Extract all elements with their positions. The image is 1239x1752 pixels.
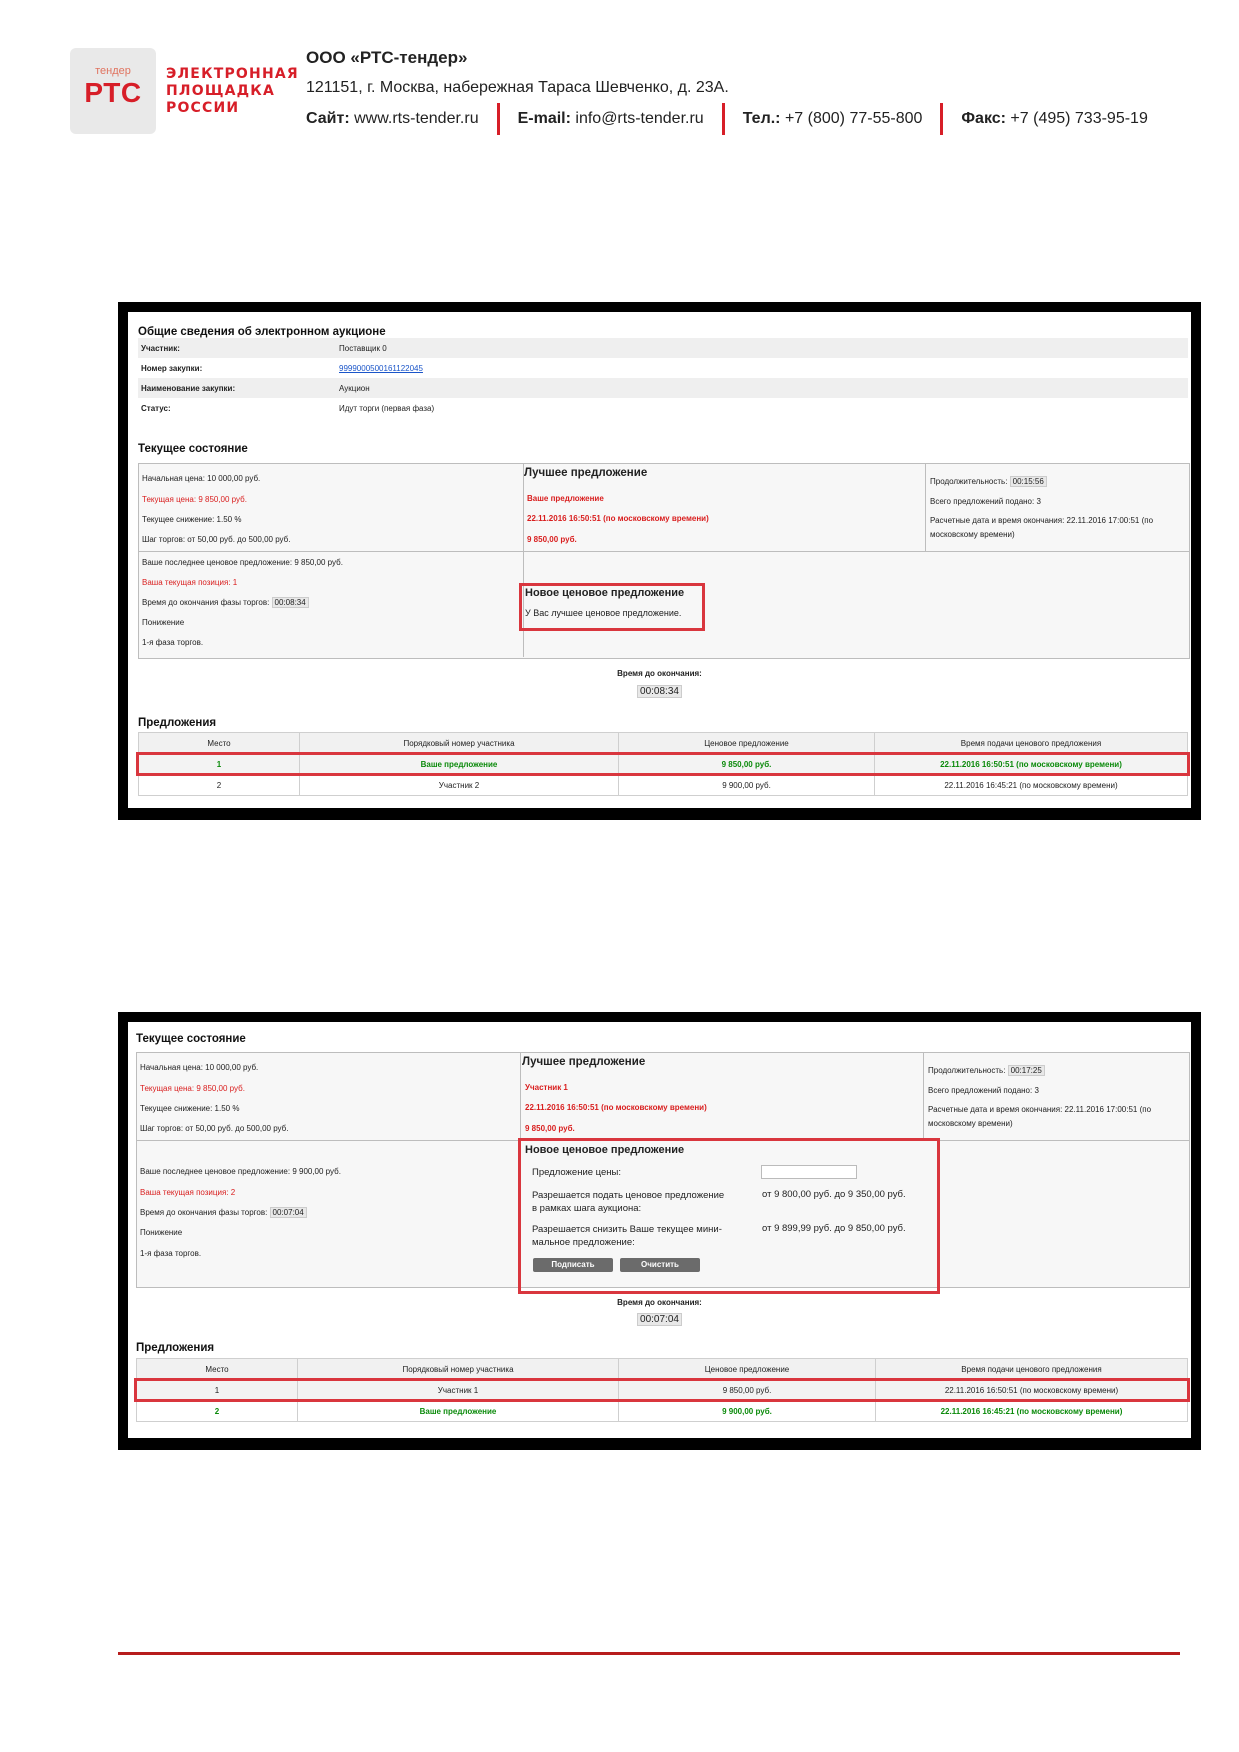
current-position: Ваша текущая позиция: 1 [142, 578, 238, 587]
current-price: Текущая цена: 9 850,00 руб. [140, 1084, 245, 1093]
site-link[interactable]: www.rts-tender.ru [354, 110, 479, 127]
contact-separator [722, 103, 725, 135]
fax-value: +7 (495) 733-95-19 [1010, 110, 1148, 127]
table-cell: Ваше предложение [298, 1401, 619, 1422]
table-cell: 1 [139, 754, 300, 775]
info-label: Номер закупки: [141, 363, 203, 373]
duration-value: 00:15:56 [1010, 476, 1047, 487]
allowed-step-line-1: Разрешается подать ценовое предложение [532, 1190, 725, 1201]
duration-value: 00:17:25 [1008, 1065, 1045, 1076]
info-label: Статус: [141, 403, 171, 413]
general-info-title: Общие сведения об электронном аукционе [138, 326, 386, 338]
row-highlight [136, 752, 1190, 776]
phase-time-label: Время до окончания фазы торгов: [142, 598, 270, 607]
logo-line-3: РОССИИ [166, 100, 240, 116]
screenshot-1-body [128, 312, 1191, 808]
allowed-decrease-label [532, 1223, 722, 1249]
end-time-line-2: московскому времени) [928, 1119, 1013, 1128]
info-value: Поставщик 0 [339, 343, 387, 353]
bid-step: Шаг торгов: от 50,00 руб. до 500,00 руб. [142, 535, 291, 544]
current-price: Текущая цена: 9 850,00 руб. [142, 495, 247, 504]
footer-divider [118, 1652, 1180, 1655]
phase-time-label: Время до окончания фазы торгов: [140, 1208, 268, 1217]
countdown-label: Время до окончания: [617, 1298, 702, 1307]
info-label: Участник: [141, 343, 180, 353]
phase-time-value: 00:08:34 [272, 597, 309, 608]
auction-phase: 1-я фаза торгов. [142, 638, 204, 647]
email-link[interactable]: info@rts-tender.ru [575, 110, 704, 127]
table-cell: 22.11.2016 16:45:21 (по московскому времени) [875, 775, 1188, 796]
info-row [138, 358, 1188, 378]
last-offer: Ваше последнее ценовое предложение: 9 850,00 руб. [142, 558, 343, 567]
table-cell: 1 [137, 1380, 298, 1401]
phase-time [142, 598, 309, 607]
allowed-step-range: от 9 800,00 руб. до 9 350,00 руб. [762, 1189, 906, 1200]
phase-time-value: 00:07:04 [270, 1207, 307, 1218]
new-offer-title: Новое ценовое предложение [525, 587, 685, 599]
table-cell: Ваше предложение [300, 754, 619, 775]
best-offer-time: 22.11.2016 16:50:51 (по московскому времени) [527, 514, 709, 523]
bid-step: Шаг торгов: от 50,00 руб. до 500,00 руб. [140, 1124, 289, 1133]
contact-separator [940, 103, 943, 135]
info-value: Идут торги (первая фаза) [339, 403, 435, 413]
best-offer-time: 22.11.2016 16:50:51 (по московскому времени) [525, 1103, 707, 1112]
best-offer-price: 9 850,00 руб. [527, 535, 577, 544]
start-price: Начальная цена: 10 000,00 руб. [142, 474, 261, 483]
table-cell: 9 900,00 руб. [619, 775, 875, 796]
phase-time [140, 1208, 307, 1217]
current-state-title: Текущее состояние [136, 1033, 246, 1045]
current-drop: Текущее снижение: 1.50 % [140, 1104, 240, 1113]
price-input[interactable] [761, 1165, 857, 1179]
auction-mode: Понижение [142, 618, 185, 627]
fax-label: Факс: [961, 110, 1006, 127]
duration [930, 477, 1047, 486]
logo-line-1: ЭЛЕКТРОННАЯ [166, 66, 299, 82]
logo-big-text: РТС [84, 77, 142, 108]
logo-line-2: ПЛОЩАДКА [166, 83, 275, 99]
divider [925, 463, 926, 551]
column-header: Ценовое предложение [619, 1359, 876, 1380]
best-offer-who: Участник 1 [525, 1083, 568, 1092]
sign-button[interactable]: Подписать [533, 1258, 613, 1272]
info-row [138, 338, 1188, 358]
divider [923, 1052, 924, 1140]
purchase-number-link[interactable]: 9999000500161122045 [339, 363, 423, 373]
auction-phase: 1-я фаза торгов. [140, 1249, 202, 1258]
org-name: ООО «РТС-тендер» [306, 48, 468, 67]
countdown-value: 00:07:04 [637, 1313, 682, 1326]
allowed-step-label [532, 1189, 724, 1215]
total-offers: Всего предложений подано: 3 [928, 1086, 1039, 1095]
end-time-line-2: московскому времени) [930, 530, 1015, 539]
table-cell: 22.11.2016 16:45:21 (по московскому времени) [876, 1401, 1188, 1422]
auction-screenshot-2 [118, 1012, 1201, 1450]
current-drop: Текущее снижение: 1.50 % [142, 515, 242, 524]
info-row [138, 378, 1188, 398]
logo-tagline [166, 66, 299, 117]
info-label: Наименование закупки: [141, 383, 236, 393]
best-offer-who: Ваше предложение [527, 494, 604, 503]
logo-small-text: тендер [95, 65, 131, 77]
column-header: Время подачи ценового предложения [876, 1359, 1188, 1380]
start-price: Начальная цена: 10 000,00 руб. [140, 1063, 259, 1072]
best-offer-price: 9 850,00 руб. [525, 1124, 575, 1133]
table-cell: 22.11.2016 16:50:51 (по московскому времени) [875, 754, 1188, 775]
countdown-label: Время до окончания: [617, 669, 702, 678]
row-highlight [134, 1378, 1190, 1402]
countdown [128, 1314, 1191, 1325]
duration [928, 1066, 1045, 1075]
email-label: E-mail: [517, 110, 571, 127]
column-header: Порядковый номер участника [298, 1359, 619, 1380]
table-cell: 22.11.2016 16:50:51 (по московскому времени) [876, 1380, 1188, 1401]
table-cell: Участник 2 [300, 775, 619, 796]
auction-mode: Понижение [140, 1228, 183, 1237]
last-offer: Ваше последнее ценовое предложение: 9 900,00 руб. [140, 1167, 341, 1176]
new-offer-title: Новое ценовое предложение [525, 1144, 685, 1156]
price-input-label: Предложение цены: [532, 1167, 622, 1178]
offers-title: Предложения [136, 1342, 215, 1354]
phone-value: +7 (800) 77-55-800 [784, 110, 923, 127]
auction-screenshot-1 [118, 302, 1201, 820]
end-time-line-1: Расчетные дата и время окончания: 22.11.2016 17:00:51 (по [930, 516, 1154, 525]
table-header [139, 733, 1188, 754]
table-cell: 9 850,00 руб. [619, 1380, 876, 1401]
best-offer-title: Лучшее предложение [522, 1056, 646, 1068]
table-cell: 9 850,00 руб. [619, 754, 875, 775]
rts-logo [70, 48, 156, 134]
best-offer-title: Лучшее предложение [524, 467, 648, 479]
table-header [137, 1359, 1188, 1380]
current-state-title: Текущее состояние [138, 443, 248, 455]
duration-label: Продолжительность: [930, 477, 1008, 486]
table-cell: 9 900,00 руб. [619, 1401, 876, 1422]
column-header: Место [139, 733, 300, 754]
divider [138, 551, 1189, 552]
allowed-decrease-line-1: Разрешается снизить Ваше текущее мини- [532, 1224, 722, 1235]
end-time-line-1: Расчетные дата и время окончания: 22.11.2016 17:00:51 (по [928, 1105, 1152, 1114]
allowed-decrease-range: от 9 899,99 руб. до 9 850,00 руб. [762, 1223, 906, 1234]
table-cell: 2 [139, 775, 300, 796]
current-position: Ваша текущая позиция: 2 [140, 1188, 236, 1197]
new-offer-text: У Вас лучшее ценовое предложение. [525, 608, 682, 618]
column-header: Ценовое предложение [619, 733, 875, 754]
screenshot-2-body [128, 1022, 1191, 1438]
contact-separator [497, 103, 500, 135]
table-cell: Участник 1 [298, 1380, 619, 1401]
total-offers: Всего предложений подано: 3 [930, 497, 1041, 506]
offers-title: Предложения [138, 717, 217, 729]
column-header: Место [137, 1359, 298, 1380]
org-address: 121151, г. Москва, набережная Тараса Шевченко, д. 23А. [306, 79, 729, 96]
clear-button[interactable]: Очистить [620, 1258, 700, 1272]
allowed-step-line-2: в рамках шага аукциона: [532, 1203, 642, 1214]
site-label: Сайт: [306, 110, 350, 127]
column-header: Время подачи ценового предложения [875, 733, 1188, 754]
phone-label: Тел.: [742, 110, 781, 127]
table-row [137, 1401, 1188, 1422]
info-value: Аукцион [339, 383, 370, 393]
column-header: Порядковый номер участника [300, 733, 619, 754]
table-cell: 2 [137, 1401, 298, 1422]
table-row [139, 775, 1188, 796]
contacts-line [306, 103, 1148, 135]
allowed-decrease-line-2: мальное предложение: [532, 1237, 635, 1248]
duration-label: Продолжительность: [928, 1066, 1006, 1075]
countdown-value: 00:08:34 [637, 685, 682, 698]
countdown [128, 686, 1191, 697]
info-row [138, 398, 1188, 418]
